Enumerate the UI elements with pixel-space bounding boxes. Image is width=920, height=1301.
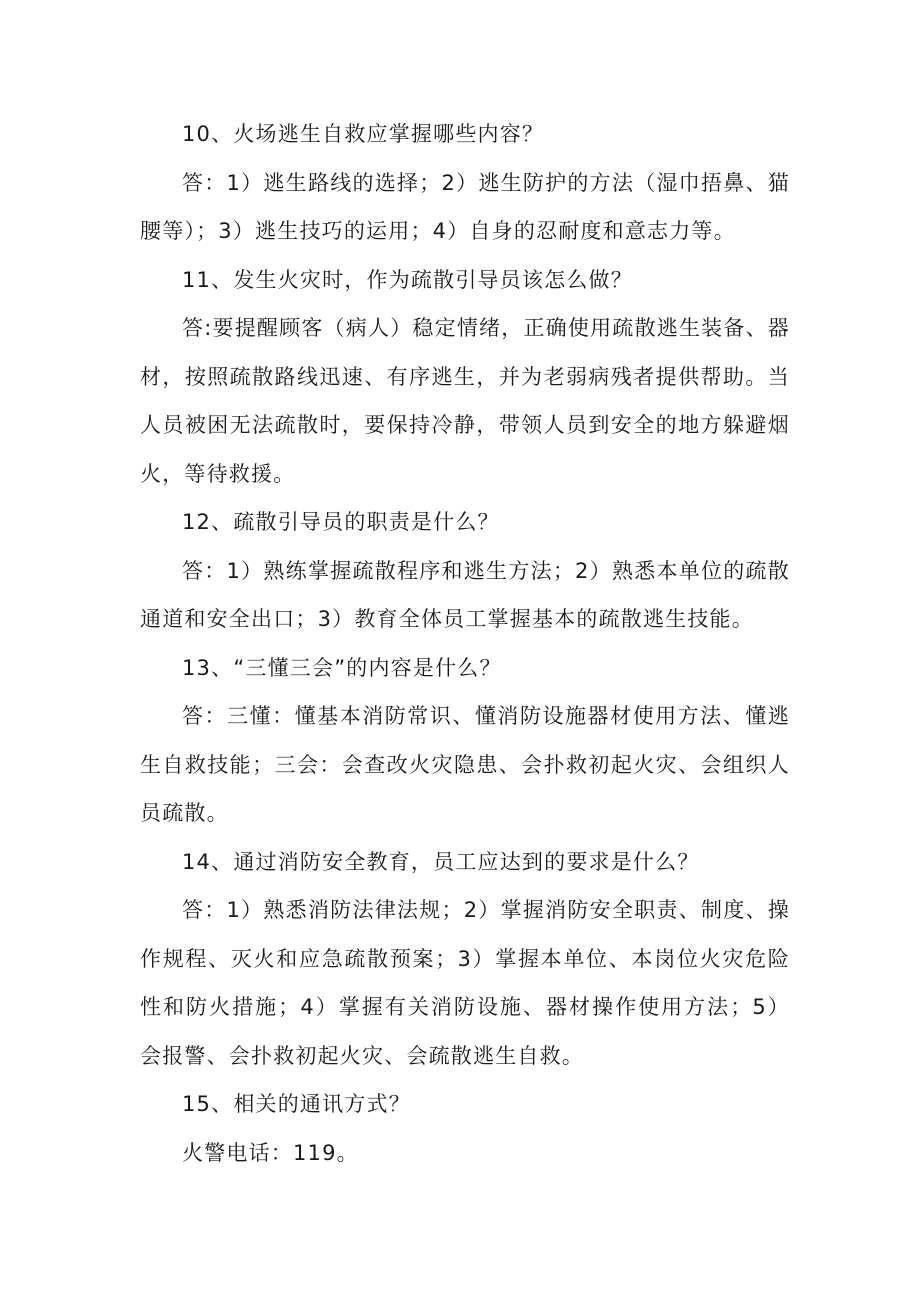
document-body	[140, 110, 790, 1177]
fire-phone-line: 火警电话：119。	[182, 1140, 359, 1165]
question-11: 11、发生火灾时，作为疏散引导员该怎么做？	[182, 267, 633, 292]
question-10: 10、火场逃生自救应掌握哪些内容？	[182, 122, 545, 146]
question-13: 13、“三懂三会”的内容是什么？	[182, 655, 502, 680]
answer-13: 答：三懂：懂基本消防常识、懂消防设施器材使用方法、懂逃生自救技能；三会：会查改火灾隐患、会扑救初起火灾、会组织人员疏散。	[140, 704, 790, 825]
answer-14: 答：1）熟悉消防法律法规；2）掌握消防安全职责、制度、操作规程、灭火和应急疏散预案；3）掌握本单位、本岗位火灾危险性和防火措施；4）掌握有关消防设施、器材操作使用方法；5）会报警、会扑救初起火灾、会疏散逃生自救。	[140, 898, 790, 1068]
question-14: 14、通过消防安全教育，员工应达到的要求是什么？	[182, 849, 700, 874]
answer-10: 答：1）逃生路线的选择；2）逃生防护的方法（湿巾捂鼻、猫腰等）；3）逃生技巧的运用；4）自身的忍耐度和意志力等。	[140, 170, 790, 243]
question-12: 12、疏散引导员的职责是什么？	[182, 510, 500, 534]
answer-12: 答：1）熟练掌握疏散程序和逃生方法；2）熟悉本单位的疏散通道和安全出口；3）教育全体员工掌握基本的疏散逃生技能。	[140, 558, 790, 631]
answer-11: 答:要提醒顾客（病人）稳定情绪，正确使用疏散逃生装备、器材，按照疏散路线迅速、有序逃生，并为老弱病残者提供帮助。当人员被困无法疏散时，要保持冷静，带领人员到安全的地方躲避烟火，等待救援。	[140, 316, 790, 486]
question-15: 15、相关的通讯方式？	[182, 1092, 411, 1116]
